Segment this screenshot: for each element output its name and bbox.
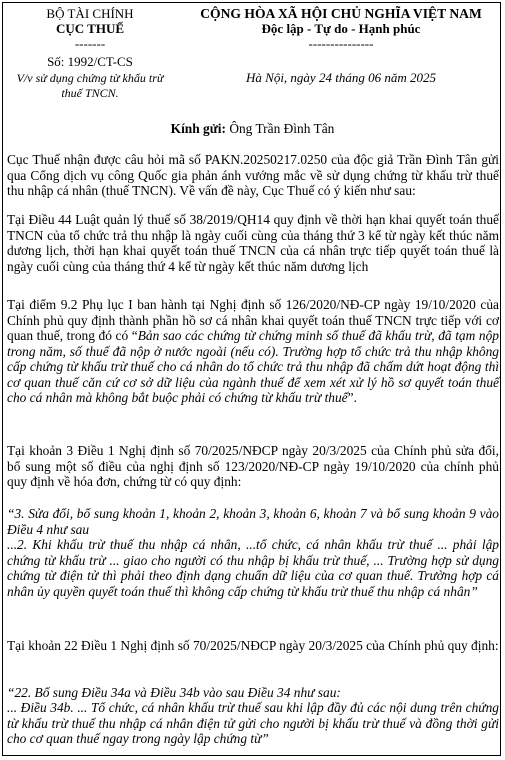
paragraph-intro: Cục Thuế nhận được câu hỏi mã số PAKN.20250217.0250 của độc giả Trần Đình Tân gửi qua Cổng dịch vụ công Quốc gia phản ánh vướng mắc về sử dụng chứng từ khấu trừ thuế thu nhập cá nhân (thuế TNCN). Về vấn đề này, Cục Thuế có ý kiến như sau:	[7, 152, 499, 198]
department-name: CỤC THUẾ	[55, 21, 125, 36]
place-and-date: Hà Nội, ngày 24 tháng 06 năm 2025	[246, 70, 436, 85]
paragraph-decree-70-clause-22: Tại khoản 22 Điều 1 Nghị định số 70/2025/NĐCP ngày 20/3/2025 của Chính phủ quy định:	[7, 638, 499, 653]
salutation	[0, 121, 505, 137]
ministry-name: BỘ TÀI CHÍNH	[46, 6, 134, 21]
right-separator: ---------------	[308, 36, 374, 51]
appendix-quote: Bản sao các chứng từ chứng minh số thuế đã khấu trừ, đã tạm nộp trong năm, số thuế đã nộp ở nước ngoài (nếu có). Trường hợp tổ chức trả thu nhập không cấp chứng từ khấu trừ thuế cho cá nhân do tổ chức trả thu nhập đã chấm dứt hoạt động thì cơ quan thuế căn cứ cơ sở dữ liệu của ngành thuế để xem xét xử lý hồ sơ quyết toán thuế cho cá nhân mà không bắt buộc phải có chứng từ khấu trừ thuế	[7, 328, 499, 405]
country-name: CỘNG HÒA XÃ HỘI CHỦ NGHĨA VIỆT NAM	[200, 6, 482, 21]
paragraph-appendix-9-2	[7, 297, 499, 406]
subject-line-2: thuế TNCN.	[61, 86, 119, 100]
salutation-label: Kính gửi:	[170, 121, 226, 136]
recipient-name: Ông Trần Đình Tân	[229, 121, 335, 136]
subject-line-1: V/v sử dụng chứng từ khấu trừ	[16, 71, 164, 85]
quote-clause-3-item-2: ...2. Khi khấu trừ thuế thu nhập cá nhân, ...tổ chức, cá nhân khấu trừ thuế ... phải lập chứng từ khấu trừ ... giao cho người có thu nhập bị khấu trừ thuế, ... Trường hợp sử dụng chứng từ điện tử thì phải theo định dạng chuẩn dữ liệu của cơ quan thuế. Trường hợp cá nhân ủy quyền quyết toán thuế thì không cấp chứng từ khấu trừ thuế thu nhập cá nhân”	[7, 537, 499, 599]
quote-article-34b: ... Điều 34b. ... Tổ chức, cá nhân khấu trừ thuế sau khi lập đầy đủ các nội dung trên chứng từ khấu trừ thuế thu nhập cá nhân điện tử gửi cho người bị khấu trừ thuế và đồng thời gửi cho cơ quan thuế ngay trong ngày lập chứng từ”	[7, 700, 499, 746]
quote-clause-22: “22. Bổ sung Điều 34a và Điều 34b vào sau Điều 34 như sau:	[7, 685, 341, 700]
quote-clause-3: “3. Sửa đổi, bổ sung khoản 1, khoản 2, khoản 3, khoản 6, khoản 7 và bổ sung khoản 9 vào Điều 4 như sau	[7, 506, 499, 537]
national-motto: Độc lập - Tự do - Hạnh phúc	[261, 21, 421, 36]
paragraph-decree-70-clause-3: Tại khoản 3 Điều 1 Nghị định số 70/2025/NĐCP ngày 20/3/2025 của Chính phủ sửa đổi, bổ sung một số điều của nghị định số 123/2020/NĐ-CP ngày 19/10/2020 của chính phủ quy định về hóa đơn, chứng từ có quy định:	[7, 443, 499, 489]
left-separator: -------	[74, 36, 106, 51]
appendix-lead: Tại điểm 9.2 Phụ lục I ban hành tại Nghị định số 126/2020/NĐ-CP ngày 19/10/2020 của Chính phủ quy định thành phần hồ sơ cá nhân khai quyết toán thuế TNCN trực tiếp với cơ quan thuế, trong đó có “	[7, 297, 499, 343]
document-number: Số: 1992/CT-CS	[47, 54, 133, 69]
appendix-tail: ”.	[347, 390, 357, 405]
document-header	[0, 6, 505, 106]
paragraph-article-44: Tại Điều 44 Luật quản lý thuế số 38/2019/QH14 quy định về thời hạn khai quyết toán thuế TNCN của tổ chức trả thu nhập là ngày cuối cùng của tháng thứ 3 kể từ ngày kết thúc năm dương lịch, thời hạn khai quyết toán thuế TNCN của cá nhân trực tiếp quyết toán thuế là ngày cuối cùng của tháng thứ 4 kể từ ngày kết thúc năm dương lịch	[7, 212, 499, 274]
